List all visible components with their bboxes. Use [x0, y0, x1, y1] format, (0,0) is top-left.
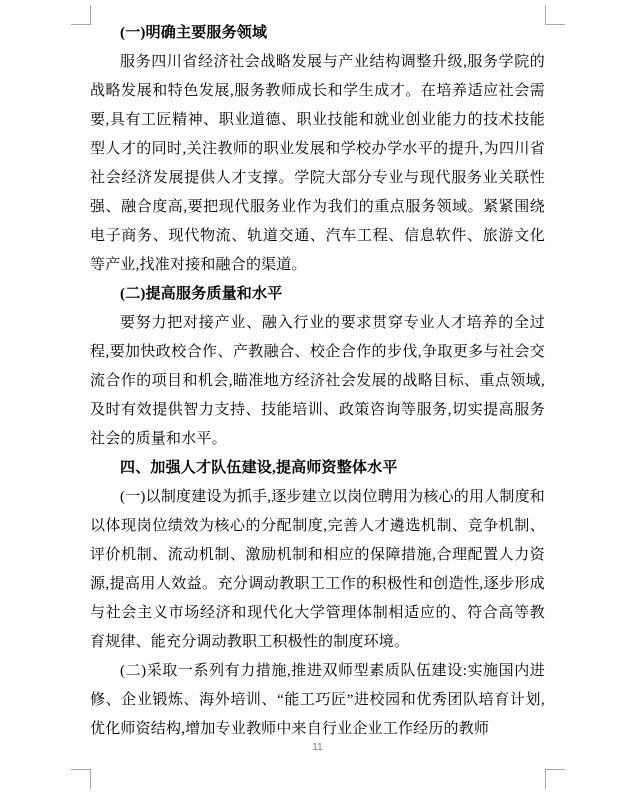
body-paragraph-dual-qualified-teachers: (二)采取一系列有力措施,推进双师型素质队伍建设:实施国内进修、企业锻炼、海外培训、“能工巧匠”进校园和优秀团队培育计划,优化师资结构,增加专业教师中来自行业企业工作经历的教师 — [90, 663, 545, 737]
crop-mark-top-right — [545, 5, 565, 25]
crop-mark-bottom-right — [545, 769, 565, 789]
section-heading-service-quality: (二)提高服务质量和水平 — [120, 286, 283, 302]
body-paragraph-institution-building: (一)以制度建设为抓手,逐步建立以岗位聘用为核心的用人制度和以体现岗位绩效为核心的分配制度,完善人才遴选机制、竞争机制、评价机制、流动机制、激励机制和相应的保障措施,合理配置人力资源,提高用人效益。充分调动教职工工作的积极性和创造性,逐步形成与社会主义市场经济和现代化大学管理体制相适应的、符合高等教育规律、能充分调动教职工积极性的制度环境。 — [90, 489, 545, 650]
body-paragraph-service-quality: 要努力把对接产业、融入行业的要求贯穿专业人才培养的全过程,要加快政校合作、产教融合、校企合作的步伐,争取更多与社会交流合作的项目和机会,瞄准地方经济社会发展的战略目标、重点领域,及时有效提供智力支持、技能培训、政策咨询等服务,切实提高服务社会的质量和水平。 — [90, 315, 545, 447]
page-number: 11 — [312, 742, 323, 753]
section-heading-service-areas: (一)明确主要服务领域 — [120, 25, 268, 41]
section-heading-talent-team: 四、加强人才队伍建设,提高师资整体水平 — [120, 460, 398, 476]
body-paragraph-service-areas: 服务四川省经济社会战略发展与产业结构调整升级,服务学院的战略发展和特色发展,服务教师成长和学生成才。在培养适应社会需要,具有工匠精神、职业道德、职业技能和就业创业能力的技术技能型人才的同时,关注教师的职业发展和学校办学水平的提升,为四川省社会经济发展提供人才支撑。学院大部分专业与现代服务业关联性强、融合度高,要把现代服务业作为我们的重点服务领域。紧紧围绕电子商务、现代物流、轨道交通、汽车工程、信息软件、旅游文化等产业,找准对接和融合的渠道。 — [90, 54, 545, 273]
crop-mark-bottom-left — [71, 769, 91, 789]
text-content — [90, 19, 545, 744]
crop-mark-top-left — [71, 5, 91, 25]
